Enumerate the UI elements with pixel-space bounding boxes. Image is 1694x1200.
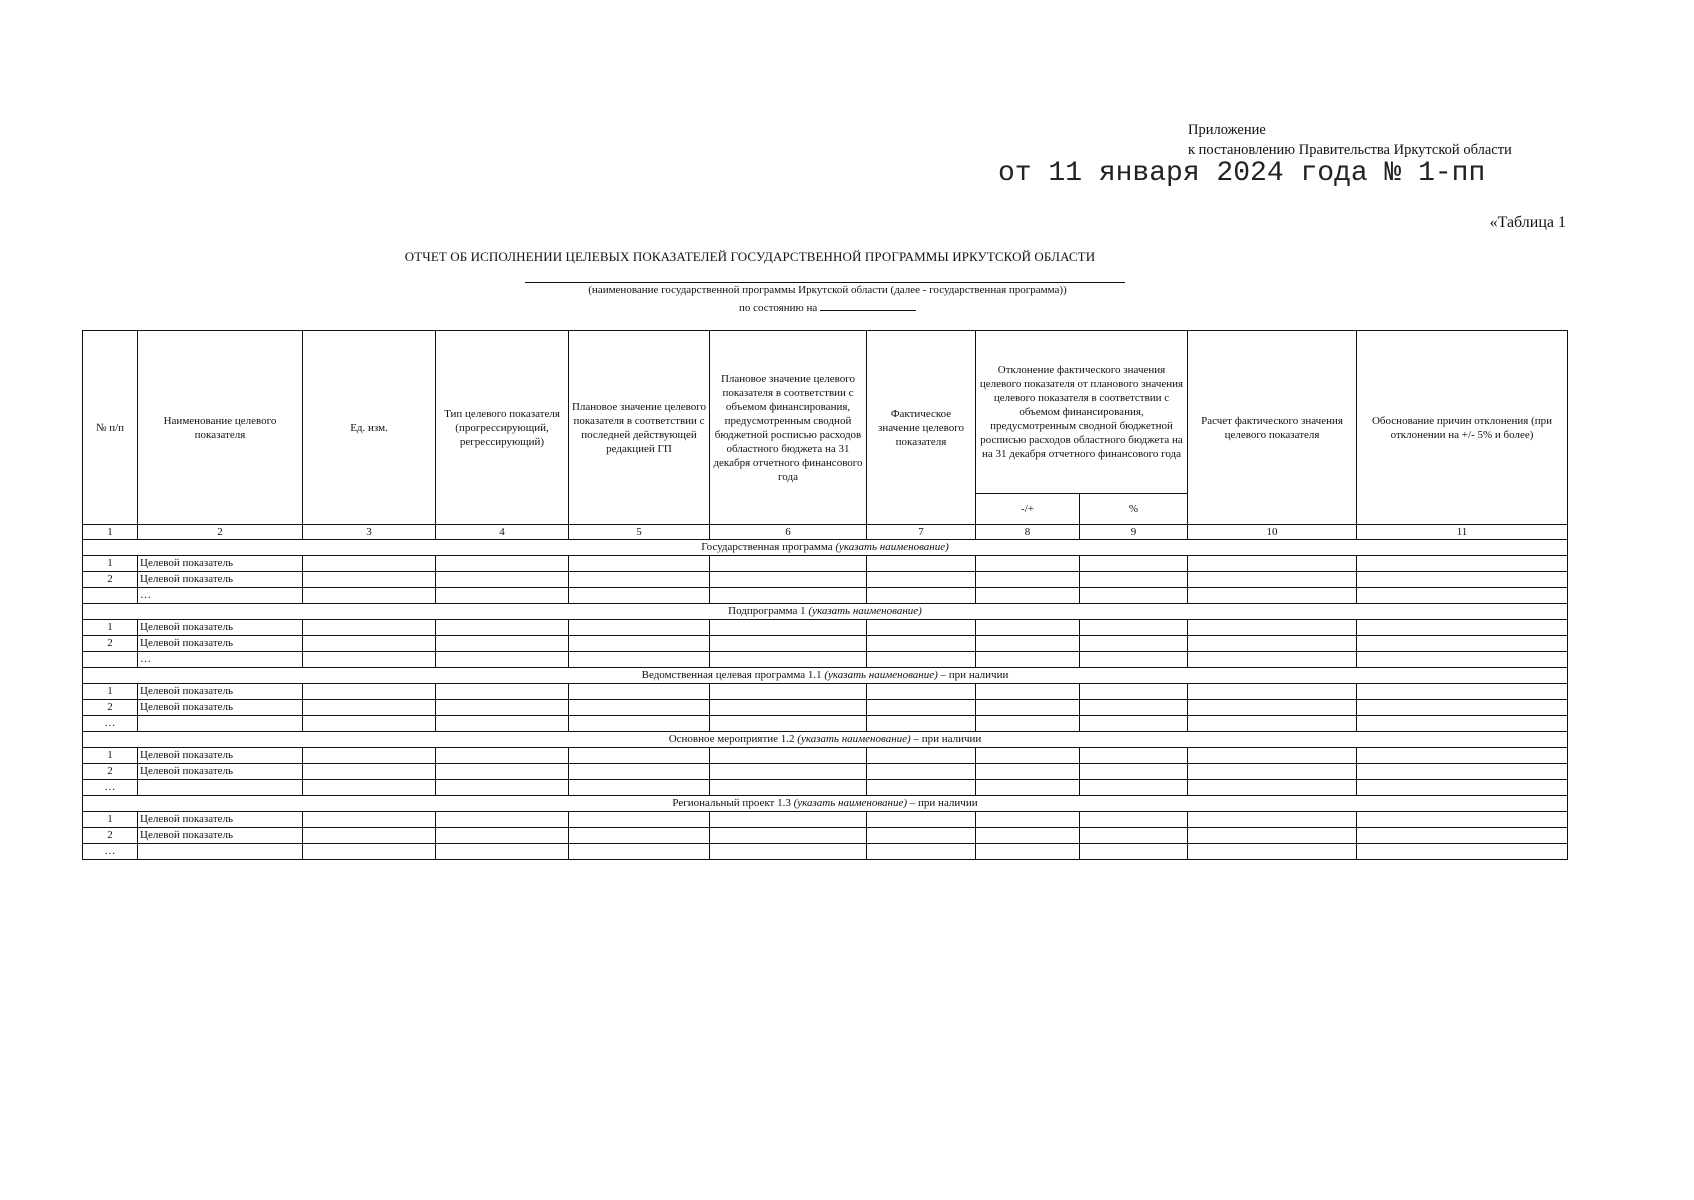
value-cell: [710, 812, 867, 828]
row-number: 1: [83, 684, 138, 700]
value-cell: [303, 716, 436, 732]
column-number: 3: [303, 525, 436, 540]
value-cell: [867, 572, 976, 588]
value-cell: [436, 748, 569, 764]
header-unit: Ед. изм.: [303, 331, 436, 525]
value-cell: [569, 572, 710, 588]
value-cell: [303, 620, 436, 636]
value-cell: [569, 652, 710, 668]
indicator-row: [83, 572, 1568, 588]
section-title-text: Региональный проект 1.3: [672, 797, 791, 809]
value-cell: [1080, 700, 1188, 716]
row-number: 2: [83, 572, 138, 588]
value-cell: [976, 812, 1080, 828]
indicator-name: Целевой показатель: [138, 812, 303, 828]
value-cell: [1188, 828, 1357, 844]
value-cell: [303, 652, 436, 668]
value-cell: [1357, 828, 1568, 844]
value-cell: [1080, 652, 1188, 668]
value-cell: [710, 620, 867, 636]
value-cell: [1357, 636, 1568, 652]
value-cell: [1188, 652, 1357, 668]
annex-block: [1188, 120, 1512, 160]
ellipsis-name: [138, 780, 303, 796]
row-number: 2: [83, 828, 138, 844]
value-cell: [303, 844, 436, 860]
value-cell: [1080, 764, 1188, 780]
section-title-note: (указать наименование): [824, 669, 938, 681]
indicator-row: [83, 684, 1568, 700]
value-cell: [710, 556, 867, 572]
value-cell: [436, 700, 569, 716]
value-cell: [436, 812, 569, 828]
value-cell: [867, 684, 976, 700]
ellipsis-number: [83, 588, 138, 604]
header-planned-value-financing: Плановое значение целевого показателя в соответствии с объемом финансирования, предусмотренным сводной бюджетной росписью расходов областного бюджета на 31 декабря отчетного финансового года: [710, 331, 867, 525]
column-number: 6: [710, 525, 867, 540]
column-number: 10: [1188, 525, 1357, 540]
value-cell: [867, 828, 976, 844]
row-number: 1: [83, 748, 138, 764]
value-cell: [867, 556, 976, 572]
ellipsis-number: …: [83, 780, 138, 796]
value-cell: [976, 764, 1080, 780]
section-title-note: (указать наименование): [793, 797, 908, 809]
ellipsis-row: [83, 780, 1568, 796]
value-cell: [710, 652, 867, 668]
column-number: 11: [1357, 525, 1568, 540]
row-number: 2: [83, 636, 138, 652]
value-cell: [710, 636, 867, 652]
value-cell: [976, 748, 1080, 764]
value-cell: [303, 780, 436, 796]
value-cell: [569, 620, 710, 636]
program-name-line: [525, 282, 1125, 283]
value-cell: [976, 636, 1080, 652]
section-title: [83, 796, 1568, 812]
value-cell: [1357, 844, 1568, 860]
section-header-row: [83, 604, 1568, 620]
value-cell: [569, 764, 710, 780]
value-cell: [1080, 556, 1188, 572]
header-deviation-percent: %: [1080, 494, 1188, 525]
value-cell: [1080, 780, 1188, 796]
indicator-row: [83, 748, 1568, 764]
value-cell: [1188, 556, 1357, 572]
section-title-suffix: – при наличии: [910, 733, 982, 745]
ellipsis-number: [83, 652, 138, 668]
ellipsis-name: [138, 716, 303, 732]
value-cell: [303, 828, 436, 844]
value-cell: [1357, 572, 1568, 588]
value-cell: [710, 716, 867, 732]
value-cell: [1188, 780, 1357, 796]
row-number: 1: [83, 812, 138, 828]
value-cell: [436, 844, 569, 860]
value-cell: [436, 620, 569, 636]
value-cell: [569, 636, 710, 652]
value-cell: [1357, 684, 1568, 700]
value-cell: [976, 844, 1080, 860]
column-number: 5: [569, 525, 710, 540]
indicator-row: [83, 828, 1568, 844]
value-cell: [303, 572, 436, 588]
value-cell: [436, 716, 569, 732]
column-number: 9: [1080, 525, 1188, 540]
value-cell: [569, 716, 710, 732]
ellipsis-name: [138, 844, 303, 860]
section-header-row: [83, 796, 1568, 812]
header-actual-value: Фактическое значение целевого показателя: [867, 331, 976, 525]
value-cell: [1080, 620, 1188, 636]
section-title-text: Подпрограмма 1: [728, 605, 806, 617]
section-title-note: (указать наименование): [797, 733, 911, 745]
value-cell: [867, 588, 976, 604]
value-cell: [303, 636, 436, 652]
value-cell: [1188, 636, 1357, 652]
value-cell: [1188, 716, 1357, 732]
value-cell: [1188, 764, 1357, 780]
value-cell: [569, 780, 710, 796]
header-indicator-name: Наименование целевого показателя: [138, 331, 303, 525]
indicator-name: Целевой показатель: [138, 748, 303, 764]
value-cell: [303, 764, 436, 780]
column-number: 4: [436, 525, 569, 540]
as-of-label: по состоянию на: [739, 302, 818, 314]
value-cell: [1080, 636, 1188, 652]
value-cell: [710, 700, 867, 716]
report-table: [82, 330, 1568, 860]
resolution-date: от 11 января 2024 года № 1-пп: [998, 158, 1486, 189]
section-title-note: (указать наименование): [808, 605, 922, 617]
row-number: 1: [83, 620, 138, 636]
column-number: 8: [976, 525, 1080, 540]
section-title-note: (указать наименование): [835, 541, 949, 553]
value-cell: [1357, 700, 1568, 716]
value-cell: [1357, 812, 1568, 828]
section-title-text: Государственная программа: [701, 541, 833, 553]
section-title: [83, 732, 1568, 748]
value-cell: [710, 780, 867, 796]
value-cell: [867, 700, 976, 716]
value-cell: [710, 844, 867, 860]
ellipsis-number: …: [83, 716, 138, 732]
value-cell: [303, 812, 436, 828]
section-title: [83, 604, 1568, 620]
ellipsis-name: …: [138, 652, 303, 668]
value-cell: [1357, 748, 1568, 764]
value-cell: [976, 716, 1080, 732]
indicator-row: [83, 764, 1568, 780]
value-cell: [976, 572, 1080, 588]
value-cell: [569, 812, 710, 828]
header-deviation-reason: Обоснование причин отклонения (при отклонении на +/- 5% и более): [1357, 331, 1568, 525]
ellipsis-row: [83, 652, 1568, 668]
value-cell: [1188, 684, 1357, 700]
value-cell: [303, 700, 436, 716]
indicator-row: [83, 636, 1568, 652]
value-cell: [1357, 588, 1568, 604]
column-number-row: [83, 525, 1568, 540]
indicator-name: Целевой показатель: [138, 764, 303, 780]
value-cell: [710, 748, 867, 764]
annex-label: Приложение: [1188, 122, 1266, 138]
indicator-name: Целевой показатель: [138, 572, 303, 588]
value-cell: [1080, 812, 1188, 828]
value-cell: [867, 812, 976, 828]
ellipsis-number: …: [83, 844, 138, 860]
value-cell: [1080, 844, 1188, 860]
header-planned-value: Плановое значение целевого показателя в соответствии с последней действующей редакцией ГП: [569, 331, 710, 525]
value-cell: [710, 684, 867, 700]
report-table-body: [83, 331, 1568, 860]
section-header-row: [83, 668, 1568, 684]
value-cell: [1188, 572, 1357, 588]
value-cell: [710, 828, 867, 844]
indicator-row: [83, 700, 1568, 716]
value-cell: [1357, 620, 1568, 636]
value-cell: [1357, 556, 1568, 572]
value-cell: [1188, 748, 1357, 764]
value-cell: [1188, 700, 1357, 716]
indicator-name: Целевой показатель: [138, 620, 303, 636]
value-cell: [436, 572, 569, 588]
value-cell: [1188, 620, 1357, 636]
row-number: 1: [83, 556, 138, 572]
section-header-row: [83, 540, 1568, 556]
value-cell: [867, 780, 976, 796]
value-cell: [303, 748, 436, 764]
ellipsis-row: [83, 716, 1568, 732]
value-cell: [436, 764, 569, 780]
value-cell: [867, 748, 976, 764]
value-cell: [976, 652, 1080, 668]
table-label: «Таблица 1: [1489, 214, 1566, 231]
value-cell: [976, 780, 1080, 796]
value-cell: [436, 556, 569, 572]
indicator-name: Целевой показатель: [138, 700, 303, 716]
value-cell: [710, 764, 867, 780]
value-cell: [867, 716, 976, 732]
column-number: 1: [83, 525, 138, 540]
value-cell: [867, 620, 976, 636]
value-cell: [1188, 588, 1357, 604]
value-cell: [436, 636, 569, 652]
section-title-text: Ведомственная целевая программа 1.1: [641, 669, 822, 681]
column-number: 7: [867, 525, 976, 540]
value-cell: [1357, 652, 1568, 668]
value-cell: [569, 588, 710, 604]
value-cell: [436, 780, 569, 796]
value-cell: [1188, 812, 1357, 828]
value-cell: [976, 700, 1080, 716]
value-cell: [710, 572, 867, 588]
value-cell: [867, 652, 976, 668]
header-calculation: Расчет фактического значения целевого показателя: [1188, 331, 1357, 525]
section-title: [83, 668, 1568, 684]
section-header-row: [83, 732, 1568, 748]
value-cell: [710, 588, 867, 604]
value-cell: [1080, 828, 1188, 844]
section-title: [83, 540, 1568, 556]
row-number: 2: [83, 700, 138, 716]
value-cell: [436, 828, 569, 844]
as-of-date-blank: [820, 300, 916, 311]
value-cell: [867, 844, 976, 860]
annex-resolution-ref: к постановлению Правительства Иркутской области: [1188, 142, 1512, 158]
header-deviation-absolute: -/+: [976, 494, 1080, 525]
ellipsis-name: …: [138, 588, 303, 604]
value-cell: [569, 700, 710, 716]
program-name-caption: (наименование государственной программы Иркутской области (далее - государственная программа)): [588, 284, 1067, 296]
value-cell: [976, 828, 1080, 844]
header-indicator-type: Тип целевого показателя (прогрессирующий, регрессирующий): [436, 331, 569, 525]
value-cell: [569, 556, 710, 572]
value-cell: [436, 588, 569, 604]
value-cell: [1357, 764, 1568, 780]
section-title-suffix: – при наличии: [907, 797, 978, 809]
indicator-name: Целевой показатель: [138, 636, 303, 652]
value-cell: [1080, 572, 1188, 588]
indicator-name: Целевой показатель: [138, 556, 303, 572]
indicator-row: [83, 620, 1568, 636]
value-cell: [976, 556, 1080, 572]
value-cell: [569, 828, 710, 844]
ellipsis-row: [83, 588, 1568, 604]
value-cell: [569, 748, 710, 764]
value-cell: [976, 684, 1080, 700]
column-number: 2: [138, 525, 303, 540]
row-number: 2: [83, 764, 138, 780]
value-cell: [1080, 588, 1188, 604]
value-cell: [976, 588, 1080, 604]
value-cell: [1080, 684, 1188, 700]
value-cell: [976, 620, 1080, 636]
value-cell: [569, 684, 710, 700]
value-cell: [1080, 748, 1188, 764]
ellipsis-row: [83, 844, 1568, 860]
as-of-line: [400, 300, 1255, 314]
value-cell: [1080, 716, 1188, 732]
header-number: № п/п: [83, 331, 138, 525]
value-cell: [867, 636, 976, 652]
header-row: [83, 331, 1568, 494]
value-cell: [436, 652, 569, 668]
indicator-name: Целевой показатель: [138, 684, 303, 700]
value-cell: [569, 844, 710, 860]
value-cell: [436, 684, 569, 700]
value-cell: [1357, 780, 1568, 796]
value-cell: [1188, 844, 1357, 860]
section-title-suffix: – при наличии: [937, 669, 1009, 681]
section-title-text: Основное мероприятие 1.2: [668, 733, 795, 745]
value-cell: [303, 588, 436, 604]
indicator-row: [83, 812, 1568, 828]
value-cell: [867, 764, 976, 780]
indicator-name: Целевой показатель: [138, 828, 303, 844]
value-cell: [303, 684, 436, 700]
value-cell: [1357, 716, 1568, 732]
indicator-row: [83, 556, 1568, 572]
value-cell: [303, 556, 436, 572]
report-title: ОТЧЕТ ОБ ИСПОЛНЕНИИ ЦЕЛЕВЫХ ПОКАЗАТЕЛЕЙ ГОСУДАРСТВЕННОЙ ПРОГРАММЫ ИРКУТСКОЙ ОБЛАСТИ: [404, 249, 1096, 264]
header-deviation: Отклонение фактического значения целевого показателя от планового значения целевого показателя в соответствии с объемом финансирования, предусмотренным сводной бюджетной росписью расходов областного бюджета на на 31 декабря отчетного финансового года: [976, 331, 1188, 494]
